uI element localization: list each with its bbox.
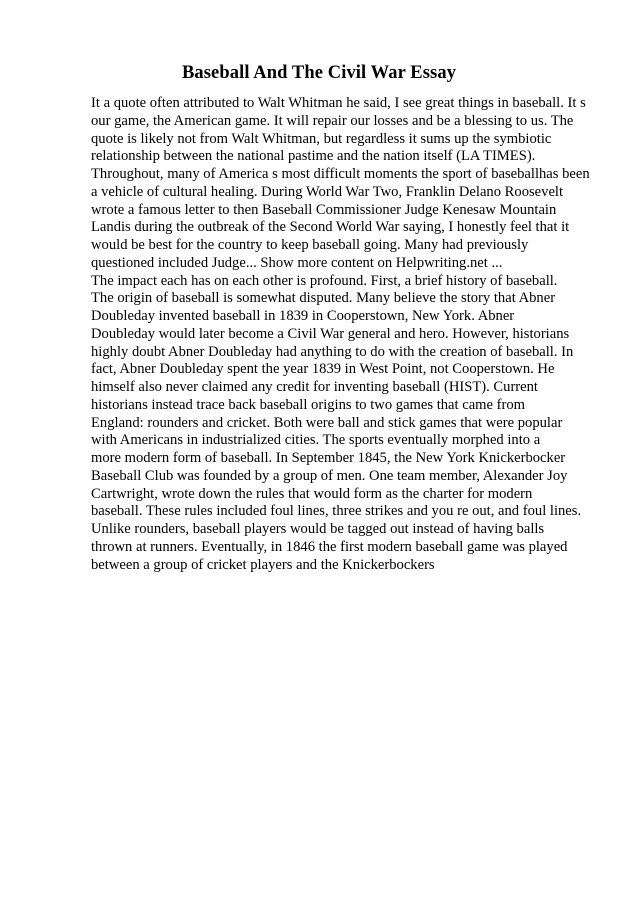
- body-line: Doubleday invented baseball in 1839 in Cooperstown, New York. Abner: [91, 308, 515, 324]
- body-line: Baseball Club was founded by a group of men. One team member, Alexander Joy: [91, 467, 568, 484]
- body-line: Doubleday would later become a Civil War general and hero. However, historians: [91, 325, 570, 342]
- body-line: relationship between the national pastime and the nation itself (LA TIMES).: [91, 148, 536, 165]
- body-line: Landis during the outbreak of the Second World War saying, I honestly feel that it: [91, 219, 570, 236]
- body-line: The origin of baseball is somewhat disputed. Many believe the story that Abner: [91, 290, 556, 307]
- body-line: The impact each has on each other is profound. First, a brief history of baseball.: [91, 272, 558, 289]
- document-body: [91, 95, 591, 574]
- body-line: himself also never claimed any credit for inventing baseball (HIST). Current: [91, 379, 538, 395]
- body-line: Unlike rounders, baseball players would be tagged out instead of having balls: [91, 521, 545, 537]
- body-line: thrown at runners. Eventually, in 1846 the first modern baseball game was played: [91, 538, 568, 555]
- body-line: It a quote often attributed to Walt Whitman he said, I see great things in baseball. It s: [91, 95, 586, 111]
- body-line: more modern form of baseball. In September 1845, the New York Knickerbocker: [91, 450, 566, 466]
- body-line: highly doubt Abner Doubleday had anything to do with the creation of baseball. In: [91, 343, 574, 360]
- body-line: historians instead trace back baseball origins to two games that came from: [91, 396, 526, 413]
- body-line: between a group of cricket players and the Knickerbockers: [91, 556, 435, 573]
- body-line: wrote a famous letter to then Baseball Commissioner Judge Kenesaw Mountain: [91, 201, 557, 218]
- body-line: Throughout, many of America s most difficult moments the sport of baseballhas been: [91, 166, 590, 182]
- document-title: Baseball And The Civil War Essay: [181, 63, 457, 83]
- body-line: would be best for the country to keep baseball going. Many had previously: [91, 237, 529, 253]
- body-line: our game, the American game. It will repair our losses and be a blessing to us. The: [91, 112, 574, 129]
- body-line: quote is likely not from Walt Whitman, but regardless it sums up the symbiotic: [91, 130, 552, 147]
- body-line: fact, Abner Doubleday spent the year 1839 in West Point, not Cooperstown. He: [91, 361, 555, 378]
- body-line: a vehicle of cultural healing. During World War Two, Franklin Delano Roosevelt: [91, 183, 564, 200]
- body-line: Cartwright, wrote down the rules that would form as the charter for modern: [91, 485, 533, 502]
- body-line: baseball. These rules included foul lines, three strikes and you re out, and foul lines.: [91, 503, 582, 520]
- body-line: questioned included Judge... Show more content on Helpwriting.net ...: [91, 254, 503, 271]
- body-line: with Americans in industrialized cities. The sports eventually morphed into a: [91, 432, 541, 449]
- body-line: England: rounders and cricket. Both were ball and stick games that were popular: [91, 414, 563, 431]
